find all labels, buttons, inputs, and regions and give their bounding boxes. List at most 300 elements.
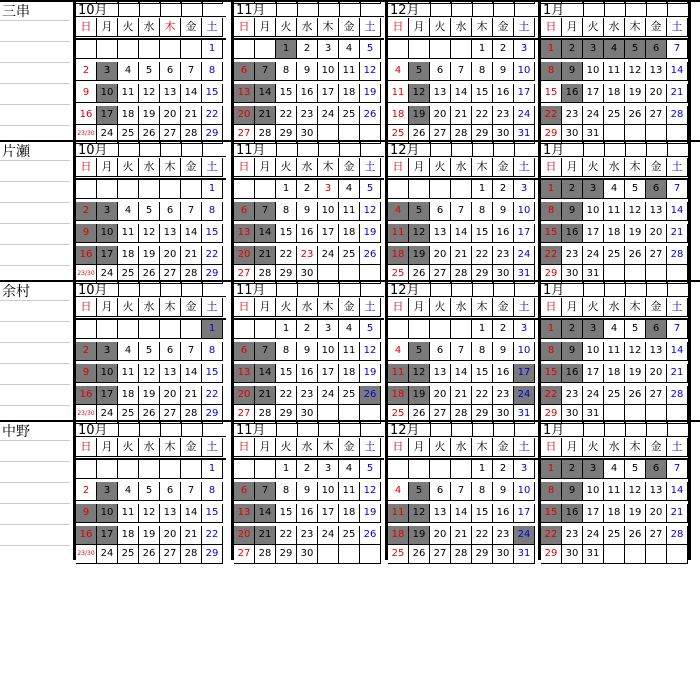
date-cell: 21 [181, 246, 202, 265]
date-cell: 21 [255, 526, 276, 545]
date-cell [409, 180, 430, 199]
location-section [0, 0, 700, 140]
date-cell: 16 [76, 246, 97, 265]
date-cell: 10 [318, 202, 339, 221]
weekday-cell: 火 [276, 18, 297, 37]
month-header [388, 280, 538, 297]
header-cell [451, 280, 452, 296]
weekday-cell: 月 [255, 158, 276, 177]
weekday-cell: 木 [160, 298, 181, 317]
date-cell: 28 [451, 125, 472, 144]
date-cell: 1 [202, 460, 223, 479]
date-cell: 9 [76, 364, 97, 383]
weekday-cell: 日 [541, 158, 562, 177]
date-cell: 17 [583, 84, 604, 103]
date-cell: 24 [318, 106, 339, 125]
date-cell: 29 [472, 545, 493, 564]
date-cell: 30 [297, 405, 318, 424]
date-cell: 12 [409, 504, 430, 523]
date-cell: 6 [160, 482, 181, 501]
date-cell: 27 [430, 125, 451, 144]
month-label: 11月 [236, 423, 266, 438]
date-cell: 21 [181, 106, 202, 125]
date-cell: 30 [297, 545, 318, 564]
date-cell: 7 [181, 202, 202, 221]
header-cell [318, 280, 319, 296]
weekday-cell: 月 [409, 438, 430, 457]
header-cell [514, 140, 515, 156]
header-cell [318, 420, 319, 436]
header-cell [297, 280, 298, 296]
date-cell: 29 [472, 405, 493, 424]
date-cell: 28 [181, 265, 202, 284]
date-cell: 17 [583, 504, 604, 523]
date-cell: 15 [541, 224, 562, 243]
weekday-cell: 木 [625, 18, 646, 37]
date-cell: 30 [562, 265, 583, 284]
notes-rule [0, 405, 70, 406]
date-cell: 8 [276, 482, 297, 501]
date-cell: 12 [139, 504, 160, 523]
date-cell: 3 [318, 320, 339, 339]
date-cell: 8 [541, 202, 562, 221]
notes-rule [0, 265, 70, 266]
date-cell: 4 [339, 180, 360, 199]
date-cell: 4 [388, 202, 409, 221]
date-cell [646, 545, 667, 564]
date-cell: 27 [646, 106, 667, 125]
header-cell [181, 420, 182, 436]
date-cell: 5 [625, 180, 646, 199]
weekday-cell: 土 [360, 18, 381, 37]
date-cell: 12 [360, 202, 381, 221]
date-cell: 10 [97, 364, 118, 383]
weekday-cell: 月 [97, 438, 118, 457]
date-cell: 25 [118, 405, 139, 424]
month-grid [538, 280, 691, 420]
month-header [388, 420, 538, 437]
date-cell: 3 [514, 40, 535, 59]
week-divider [234, 178, 384, 180]
notes-rule [0, 363, 70, 364]
header-cell [493, 0, 494, 16]
weekday-cell: 日 [76, 18, 97, 37]
month-grid [231, 420, 384, 560]
weekday-cell: 水 [604, 18, 625, 37]
date-cell: 29 [541, 265, 562, 284]
date-cell: 4 [604, 40, 625, 59]
weekday-cell: 水 [451, 298, 472, 317]
date-cell: 2 [76, 342, 97, 361]
date-cell [255, 180, 276, 199]
date-cell: 23 [562, 246, 583, 265]
date-cell: 26 [139, 125, 160, 144]
date-cell: 26 [139, 265, 160, 284]
date-cell: 19 [360, 364, 381, 383]
date-cell: 9 [76, 84, 97, 103]
header-cell [139, 140, 140, 156]
header-cell [160, 140, 161, 156]
header-cell [625, 420, 626, 436]
month-label: 10月 [78, 3, 108, 18]
date-cell: 4 [604, 460, 625, 479]
date-cell: 1 [541, 40, 562, 59]
weekday-cell: 日 [541, 298, 562, 317]
date-cell: 9 [297, 62, 318, 81]
date-cell: 15 [202, 84, 223, 103]
date-cell: 22 [541, 386, 562, 405]
date-cell: 2 [562, 460, 583, 479]
date-cell: 14 [451, 224, 472, 243]
date-cell: 6 [160, 342, 181, 361]
header-cell [667, 420, 668, 436]
date-cell: 16 [562, 224, 583, 243]
header-cell [118, 420, 119, 436]
date-cell: 26 [360, 386, 381, 405]
date-cell: 22 [202, 386, 223, 405]
header-cell [583, 0, 584, 16]
date-cell: 11 [118, 224, 139, 243]
weekday-cell: 月 [562, 438, 583, 457]
weekday-cell: 金 [493, 18, 514, 37]
date-cell: 17 [97, 526, 118, 545]
date-cell: 28 [255, 545, 276, 564]
date-cell: 5 [409, 342, 430, 361]
date-cell: 24 [514, 106, 535, 125]
date-cell: 11 [388, 84, 409, 103]
month-header [541, 420, 691, 437]
date-cell: 20 [160, 246, 181, 265]
date-cell: 27 [160, 545, 181, 564]
date-cell: 22 [202, 106, 223, 125]
weekday-cell: 日 [541, 438, 562, 457]
date-cell [255, 460, 276, 479]
date-cell: 2 [493, 180, 514, 199]
weekday-cell: 土 [202, 298, 223, 317]
notes-rule [0, 20, 70, 21]
header-cell [339, 420, 340, 436]
date-cell: 18 [604, 84, 625, 103]
date-cell: 29 [541, 405, 562, 424]
header-cell [604, 140, 605, 156]
date-cell: 20 [234, 106, 255, 125]
date-cell: 15 [202, 504, 223, 523]
date-cell: 4 [339, 460, 360, 479]
date-cell: 8 [472, 62, 493, 81]
date-cell: 13 [160, 364, 181, 383]
date-cell: 5 [360, 180, 381, 199]
week-divider [541, 318, 691, 320]
weekday-cell: 土 [360, 298, 381, 317]
date-cell: 27 [160, 265, 181, 284]
month-header [76, 140, 226, 157]
date-cell: 3 [318, 460, 339, 479]
date-cell: 23 [297, 106, 318, 125]
date-cell [181, 180, 202, 199]
date-cell [76, 320, 97, 339]
weekday-cell: 火 [430, 298, 451, 317]
date-cell: 23 [493, 106, 514, 125]
date-cell: 8 [202, 482, 223, 501]
date-cell: 23/30 [76, 405, 97, 424]
date-cell: 20 [160, 106, 181, 125]
date-cell: 29 [276, 125, 297, 144]
date-cell: 3 [97, 62, 118, 81]
date-cell: 14 [451, 84, 472, 103]
date-cell: 8 [202, 202, 223, 221]
date-cell [451, 320, 472, 339]
date-cell: 18 [388, 246, 409, 265]
date-cell: 6 [234, 202, 255, 221]
date-cell [97, 40, 118, 59]
weekday-cell: 日 [388, 18, 409, 37]
date-cell: 23 [562, 526, 583, 545]
month-header [234, 420, 384, 437]
date-cell: 2 [493, 320, 514, 339]
date-cell: 1 [472, 180, 493, 199]
month-label: 10月 [78, 423, 108, 438]
header-cell [625, 280, 626, 296]
weekday-cell: 金 [646, 298, 667, 317]
date-cell [160, 180, 181, 199]
date-cell: 9 [493, 202, 514, 221]
date-cell [388, 460, 409, 479]
date-cell: 15 [276, 504, 297, 523]
date-cell: 8 [472, 482, 493, 501]
header-cell [625, 0, 626, 16]
date-cell: 24 [583, 106, 604, 125]
date-cell: 22 [276, 386, 297, 405]
date-cell [118, 320, 139, 339]
date-cell: 13 [234, 224, 255, 243]
date-cell: 18 [339, 224, 360, 243]
date-cell: 2 [76, 62, 97, 81]
month-label: 12月 [390, 423, 420, 438]
date-cell: 23/30 [76, 265, 97, 284]
date-cell: 8 [276, 202, 297, 221]
date-cell: 25 [604, 526, 625, 545]
date-cell: 21 [255, 106, 276, 125]
header-cell [202, 420, 203, 436]
weekday-cell: 日 [234, 18, 255, 37]
weekday-cell: 水 [297, 438, 318, 457]
date-cell: 27 [234, 405, 255, 424]
header-cell [318, 140, 319, 156]
header-cell [430, 140, 431, 156]
header-cell [493, 420, 494, 436]
date-cell: 24 [318, 526, 339, 545]
weekday-cell: 金 [493, 298, 514, 317]
date-cell [181, 40, 202, 59]
date-cell [430, 40, 451, 59]
date-cell: 19 [139, 526, 160, 545]
month-grid [385, 140, 538, 280]
date-cell: 6 [646, 180, 667, 199]
date-cell: 18 [388, 526, 409, 545]
date-cell: 3 [318, 40, 339, 59]
header-cell [493, 280, 494, 296]
date-cell: 18 [604, 364, 625, 383]
date-cell: 3 [583, 320, 604, 339]
date-cell [97, 320, 118, 339]
date-cell: 12 [139, 84, 160, 103]
notes-rule [0, 300, 70, 301]
date-cell: 21 [255, 386, 276, 405]
month-label: 11月 [236, 283, 266, 298]
date-cell: 30 [493, 405, 514, 424]
date-cell: 27 [160, 405, 181, 424]
header-cell [160, 420, 161, 436]
weekday-cell: 日 [234, 158, 255, 177]
date-cell: 1 [541, 180, 562, 199]
month-label: 10月 [78, 283, 108, 298]
date-cell: 9 [562, 482, 583, 501]
date-cell: 26 [360, 246, 381, 265]
date-cell: 31 [583, 265, 604, 284]
date-cell: 21 [451, 246, 472, 265]
date-cell: 20 [646, 504, 667, 523]
date-cell: 22 [276, 526, 297, 545]
date-cell: 19 [409, 246, 430, 265]
date-cell [118, 180, 139, 199]
date-cell [409, 320, 430, 339]
date-cell: 22 [541, 106, 562, 125]
date-cell: 17 [318, 224, 339, 243]
date-cell: 26 [625, 386, 646, 405]
date-cell: 19 [625, 84, 646, 103]
date-cell: 27 [160, 125, 181, 144]
date-cell: 29 [202, 545, 223, 564]
date-cell: 11 [388, 504, 409, 523]
date-cell: 22 [276, 246, 297, 265]
date-cell: 2 [493, 40, 514, 59]
weekday-cell: 水 [139, 158, 160, 177]
weekday-cell: 日 [388, 158, 409, 177]
date-cell: 13 [430, 504, 451, 523]
date-cell: 1 [276, 320, 297, 339]
weekday-cell: 日 [234, 438, 255, 457]
date-cell: 2 [562, 320, 583, 339]
date-cell [181, 320, 202, 339]
date-cell: 28 [667, 246, 688, 265]
date-cell: 22 [472, 526, 493, 545]
date-cell: 6 [430, 482, 451, 501]
date-cell: 9 [562, 202, 583, 221]
header-cell [181, 0, 182, 16]
header-cell [451, 140, 452, 156]
date-cell: 21 [181, 386, 202, 405]
month-header [388, 0, 538, 17]
date-cell: 15 [202, 364, 223, 383]
date-cell: 24 [583, 386, 604, 405]
date-cell: 25 [388, 265, 409, 284]
date-cell: 17 [97, 106, 118, 125]
header-cell [360, 140, 361, 156]
date-cell: 14 [181, 84, 202, 103]
weekday-cell: 金 [493, 158, 514, 177]
notes-rule [0, 503, 70, 504]
notes-rule [0, 41, 70, 42]
date-cell: 10 [514, 342, 535, 361]
week-divider [541, 38, 691, 40]
date-cell: 17 [514, 224, 535, 243]
month-label: 11月 [236, 143, 266, 158]
date-cell: 27 [430, 265, 451, 284]
date-cell: 1 [276, 40, 297, 59]
date-cell: 20 [234, 246, 255, 265]
notes-column [0, 297, 70, 420]
date-cell: 28 [181, 405, 202, 424]
date-cell: 20 [234, 386, 255, 405]
date-cell: 5 [360, 320, 381, 339]
weekday-cell: 木 [472, 438, 493, 457]
month-grid [73, 280, 226, 420]
date-cell: 25 [118, 265, 139, 284]
location-label: 三串 [2, 4, 30, 20]
weekday-cell: 木 [160, 158, 181, 177]
month-header [541, 140, 691, 157]
date-cell [97, 460, 118, 479]
header-cell [472, 280, 473, 296]
date-cell: 9 [297, 202, 318, 221]
date-cell: 30 [562, 405, 583, 424]
date-cell: 17 [583, 364, 604, 383]
date-cell: 29 [472, 125, 493, 144]
date-cell: 4 [388, 342, 409, 361]
date-cell: 5 [625, 40, 646, 59]
date-cell: 8 [276, 342, 297, 361]
date-cell: 25 [118, 545, 139, 564]
date-cell: 28 [255, 405, 276, 424]
weekday-cell: 日 [388, 438, 409, 457]
date-cell: 19 [139, 246, 160, 265]
header-cell [583, 280, 584, 296]
date-cell: 11 [388, 364, 409, 383]
notes-rule [0, 83, 70, 84]
month-grid [231, 0, 384, 140]
date-cell: 14 [255, 364, 276, 383]
date-cell: 6 [646, 460, 667, 479]
date-cell: 21 [667, 84, 688, 103]
weekday-cell: 火 [276, 158, 297, 177]
week-divider [388, 458, 538, 460]
notes-rule [0, 342, 70, 343]
date-cell: 15 [472, 504, 493, 523]
date-cell: 17 [318, 504, 339, 523]
notes-rule [0, 321, 70, 322]
weekday-cell: 木 [318, 438, 339, 457]
date-cell: 11 [604, 482, 625, 501]
date-cell: 16 [76, 106, 97, 125]
date-cell: 26 [409, 265, 430, 284]
month-header [76, 420, 226, 437]
date-cell: 13 [646, 202, 667, 221]
notes-rule [0, 545, 70, 546]
month-grid [73, 420, 226, 560]
date-cell: 5 [139, 342, 160, 361]
month-grid [538, 140, 691, 280]
date-cell: 8 [472, 342, 493, 361]
month-label: 12月 [390, 143, 420, 158]
date-cell [451, 40, 472, 59]
date-cell: 9 [297, 342, 318, 361]
weekday-cell: 土 [514, 438, 535, 457]
date-cell: 28 [451, 265, 472, 284]
date-cell: 24 [97, 125, 118, 144]
location-section [0, 420, 700, 560]
date-cell: 11 [604, 202, 625, 221]
date-cell: 23 [297, 246, 318, 265]
